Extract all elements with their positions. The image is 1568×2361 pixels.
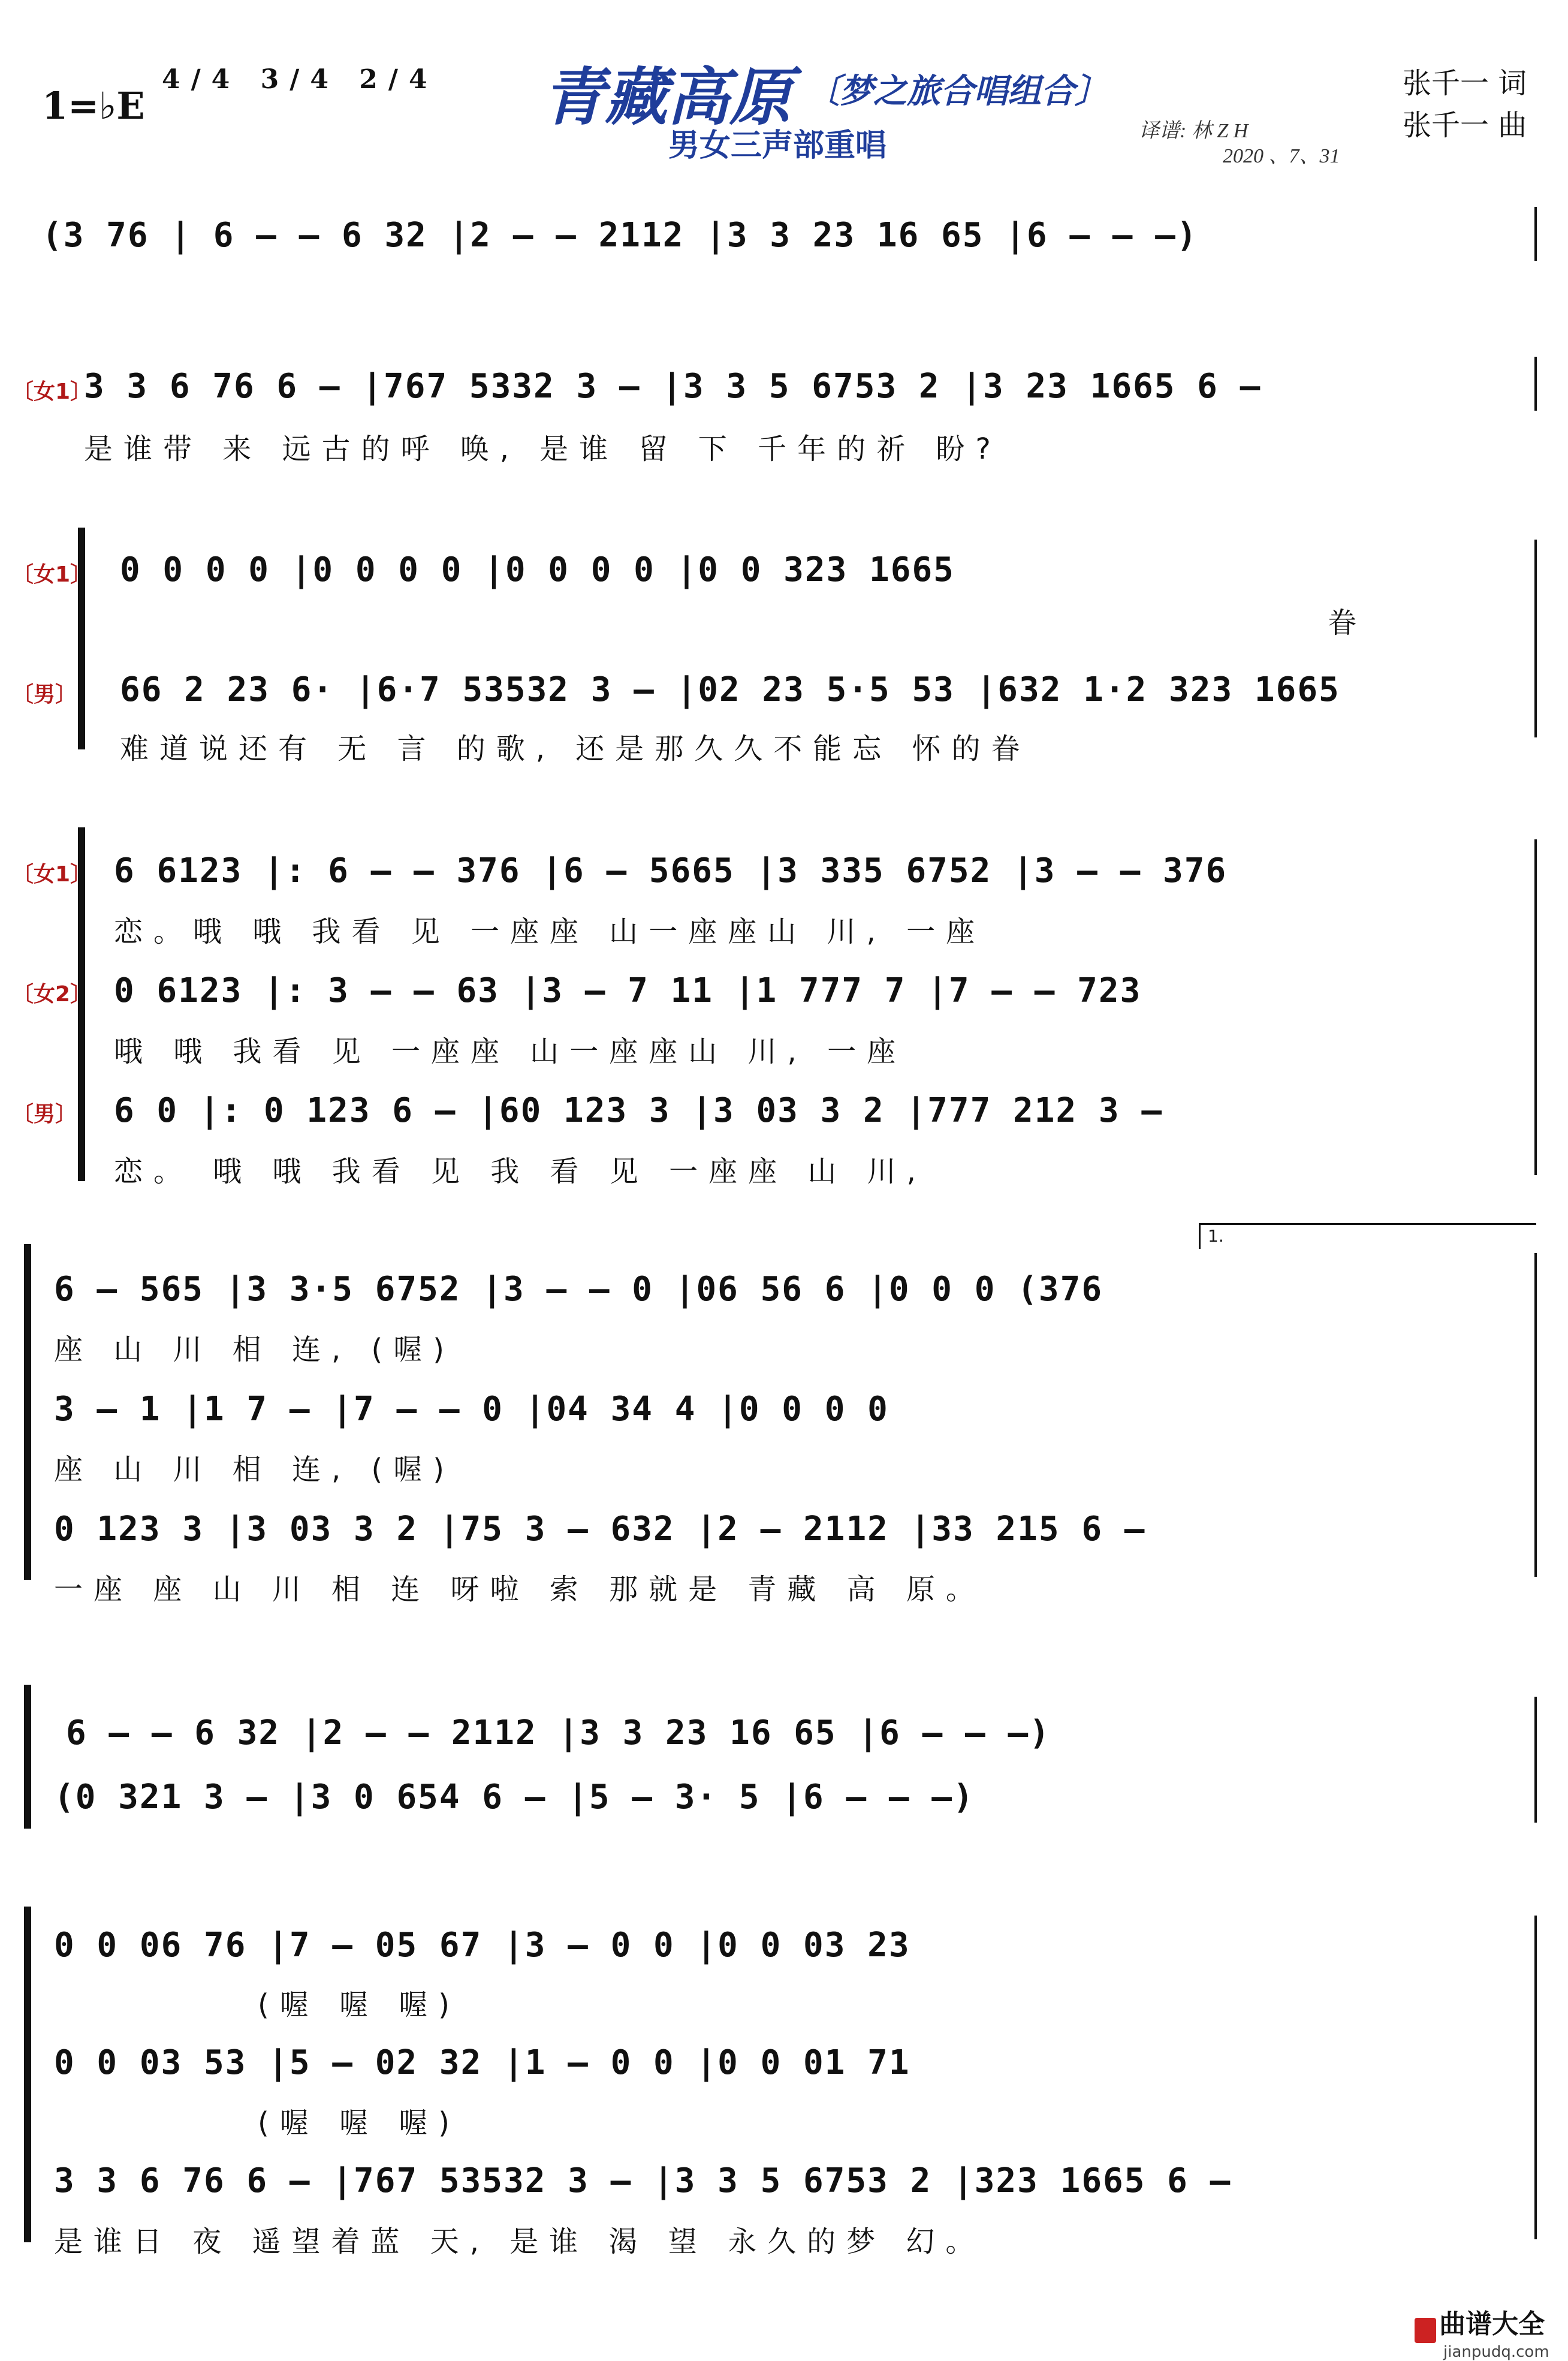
system-5-f2-lyrics: 座 山 川 相 连, (喔) <box>54 1453 456 1486</box>
system-7-f1-lyrics: (喔 喔 喔) <box>258 1988 460 2022</box>
system-bracket <box>24 1907 31 2242</box>
system-6-upper-notes: 6 – – 6 32 |2 – – 2112 |3 3 23 16 65 |6 – – –) <box>66 1713 1051 1752</box>
volta-number: 1. <box>1208 1226 1224 1246</box>
watermark-url: jianpudq.com <box>1443 2342 1549 2361</box>
system-4-f1-lyrics: 恋。哦 哦 我看 见 一座座 山一座座山 川, 一座 <box>114 915 986 948</box>
system-bracket <box>24 1244 31 1580</box>
voice-label-male: 〔男〕 <box>12 682 77 707</box>
system-5-male-lyrics: 一座 座 山 川 相 连 呀啦 索 那就是 青藏 高 原。 <box>54 1573 985 1606</box>
system-4-f2-notes: 0 6123 |: 3 – – 63 |3 – 7 11 |1 777 7 |7 – – 723 <box>114 971 1142 1010</box>
system-3-male-lyrics: 难道说还有 无 言 的歌, 还是那久久不能忘 怀的眷 <box>120 732 1031 766</box>
voice-label-male: 〔男〕 <box>12 1102 77 1127</box>
end-barline <box>1534 357 1537 411</box>
system-bracket <box>24 1685 31 1829</box>
transcribe-date: 2020 、7、31 <box>1223 145 1340 167</box>
voice-label-female-1: 〔女1〕 <box>12 562 92 587</box>
watermark-brand: 曲谱大全 <box>1439 2309 1545 2339</box>
system-1-notes: (3 76 | 6 – – 6 32 |2 – – 2112 |3 3 23 16 65 |6 – – –) <box>42 216 1198 255</box>
composer-credit: 张千一 曲 <box>1403 109 1527 142</box>
logo-icon <box>1415 2318 1436 2343</box>
key-signature: 1=♭E <box>42 84 145 128</box>
time-sig-2: 3/4 <box>260 64 339 95</box>
system-5-f2-notes: 3 – 1 |1 7 – |7 – – 0 |04 34 4 |0 0 0 0 <box>54 1390 889 1429</box>
system-7-male-lyrics: 是谁日 夜 遥望着蓝 天, 是谁 渴 望 永久的梦 幻。 <box>54 2225 985 2258</box>
performer-subtitle: 〔梦之旅合唱组合〕 <box>806 72 1108 111</box>
system-3-male-notes: 66 2 23 6· |6·7 53532 3 – |02 23 5·5 53 |632 1·2 323 1665 <box>120 670 1340 709</box>
system-5-f1-lyrics: 座 山 川 相 连, (喔) <box>54 1333 456 1366</box>
system-2-notes: 3 3 6 76 6 – |767 5332 3 – |3 3 5 6753 2 |3 23 1665 6 – <box>84 367 1262 406</box>
system-4-male-lyrics: 恋。 哦 哦 我看 见 我 看 见 一座座 山 川, <box>114 1155 927 1188</box>
song-title: 青藏高原 <box>542 61 792 134</box>
system-7-f2-notes: 0 0 03 53 |5 – 02 32 |1 – 0 0 |0 0 01 71 <box>54 2043 910 2082</box>
end-barline <box>1534 839 1537 1175</box>
voice-label-female-1: 〔女1〕 <box>12 862 92 887</box>
end-barline <box>1534 207 1537 261</box>
system-3-female-lyrics: 眷 <box>1328 606 1368 640</box>
voice-label-female-2: 〔女2〕 <box>12 982 92 1007</box>
system-7-male-notes: 3 3 6 76 6 – |767 53532 3 – |3 3 5 6753 2 |323 1665 6 – <box>54 2161 1232 2200</box>
time-signatures <box>162 66 438 94</box>
system-5-f1-notes: 6 – 565 |3 3·5 6752 |3 – – 0 |06 56 6 |0 0 0 (376 <box>54 1270 1103 1309</box>
time-sig-3: 2/4 <box>359 64 438 95</box>
system-4-f1-notes: 6 6123 |: 6 – – 376 |6 – 5665 |3 335 6752 |3 – – 376 <box>114 851 1228 890</box>
end-barline <box>1534 1253 1537 1577</box>
system-3-female-notes: 0 0 0 0 |0 0 0 0 |0 0 0 0 |0 0 323 1665 <box>120 550 955 589</box>
system-6-lower-notes: (0 321 3 – |3 0 654 6 – |5 – 3· 5 |6 – – –) <box>54 1778 975 1817</box>
end-barline <box>1534 1916 1537 2239</box>
volta-bracket <box>1199 1223 1536 1249</box>
time-sig-1: 4/4 <box>162 64 241 95</box>
end-barline <box>1534 1697 1537 1823</box>
system-7-f1-notes: 0 0 06 76 |7 – 05 67 |3 – 0 0 |0 0 03 23 <box>54 1926 910 1965</box>
system-4-male-notes: 6 0 |: 0 123 6 – |60 123 3 |3 03 3 2 |777 212 3 – <box>114 1091 1163 1130</box>
end-barline <box>1534 540 1537 737</box>
lyricist-credit: 张千一 词 <box>1403 67 1527 100</box>
watermark <box>1415 2302 1549 2361</box>
voice-label-female-1: 〔女1〕 <box>12 380 92 404</box>
system-4-f2-lyrics: 哦 哦 我看 见 一座座 山一座座山 川, 一座 <box>114 1035 907 1068</box>
system-5-male-notes: 0 123 3 |3 03 3 2 |75 3 – 632 |2 – 2112 |33 215 6 – <box>54 1510 1146 1549</box>
transcriber: 译谱: 林 Z H <box>1139 120 1249 142</box>
system-2-lyrics: 是谁带 来 远古的呼 唤, 是谁 留 下 千年的祈 盼? <box>84 432 1002 466</box>
system-7-f2-lyrics: (喔 喔 喔) <box>258 2106 460 2140</box>
arrangement-label: 男女三声部重唱 <box>668 128 887 164</box>
